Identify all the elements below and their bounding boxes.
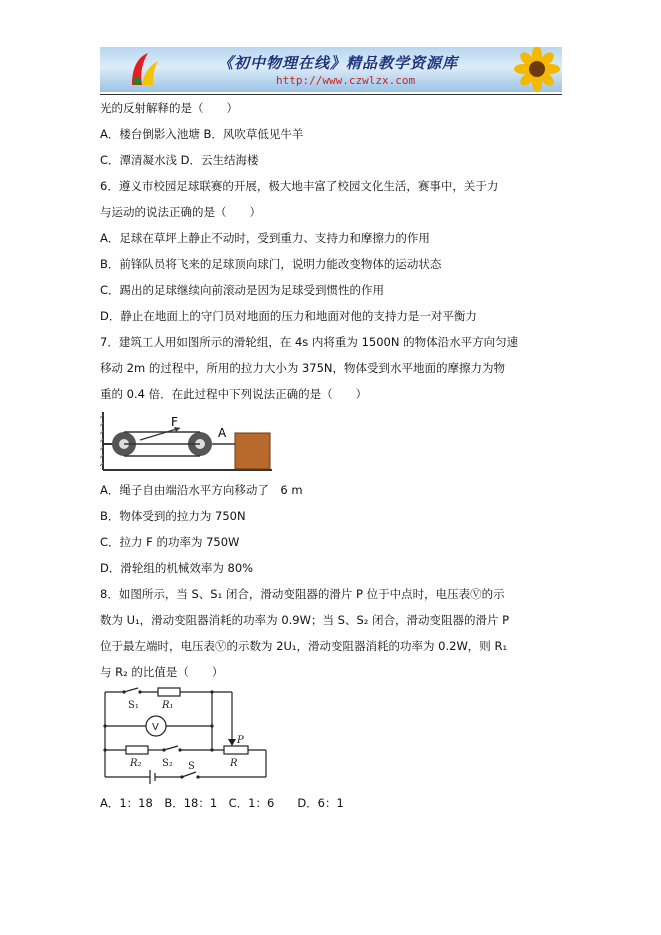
q6-stem-1: 6．遵义市校园足球联赛的开展，极大地丰富了校园文化生活，赛事中，关于力 xyxy=(100,179,499,193)
header-rule xyxy=(100,94,562,95)
voltmeter-label: V xyxy=(152,722,159,733)
q6-option-a: A．足球在草坪上静止不动时，受到重力、支持力和摩擦力的作用 xyxy=(100,231,430,245)
site-logo-icon xyxy=(128,51,160,89)
label-p: P xyxy=(237,735,244,746)
label-r1: R₁ xyxy=(162,700,174,711)
label-s2: S₂ xyxy=(162,758,173,769)
q8-options: A．1：18 B．18：1 C．1：6 D．6：1 xyxy=(100,796,344,810)
q6-option-d: D．静止在地面上的守门员对地面的压力和地面对他的支持力是一对平衡力 xyxy=(100,309,477,323)
circuit-figure xyxy=(100,684,270,784)
banner-url: http://www.czwlzx.com xyxy=(276,74,416,87)
q5-options-cd: C．潭清凝水浅 D．云生结海楼 xyxy=(100,153,259,167)
label-r: R xyxy=(230,758,238,769)
q7-stem-1: 7．建筑工人用如图所示的滑轮组，在 4s 内将重为 1500N 的物体沿水平方向匀速 xyxy=(100,335,519,349)
q7-option-c: C．拉力 F 的功率为 750W xyxy=(100,535,240,549)
q7-option-b: B．物体受到的拉力为 750N xyxy=(100,509,246,523)
pulley-figure xyxy=(100,410,275,474)
q5-stem-end: 光的反射解释的是（ ） xyxy=(100,101,238,115)
header-banner xyxy=(100,47,562,92)
label-r2: R₂ xyxy=(130,758,142,769)
block-a xyxy=(235,433,270,469)
slider-arrow-icon xyxy=(228,739,236,746)
block-label: A xyxy=(218,426,227,440)
banner-title: 《初中物理在线》精品教学资源库 xyxy=(218,54,459,72)
sunflower-icon xyxy=(512,47,562,92)
q8-stem-1: 8．如图所示，当 S、S₁ 闭合，滑动变阻器的滑片 P 位于中点时，电压表Ⓥ的示 xyxy=(100,587,505,601)
q6-option-b: B．前锋队员将飞来的足球顶向球门，说明力能改变物体的运动状态 xyxy=(100,257,442,271)
q7-option-a: A．绳子自由端沿水平方向移动了 6 m xyxy=(100,483,303,497)
q5-options-ab: A．楼台倒影入池塘 B．风吹草低见牛羊 xyxy=(100,127,304,141)
q8-stem-4: 与 R₂ 的比值是（ ） xyxy=(100,665,224,679)
q6-stem-2: 与运动的说法正确的是（ ） xyxy=(100,205,261,219)
q8-stem-2: 数为 U₁，滑动变阻器消耗的功率为 0.9W；当 S、S₂ 闭合，滑动变阻器的滑片 P xyxy=(100,613,510,627)
label-s: S xyxy=(188,761,195,772)
label-s1: S₁ xyxy=(128,700,139,711)
force-label: F xyxy=(171,415,178,429)
q8-stem-3: 位于最左端时，电压表Ⓥ的示数为 2U₁，滑动变阻器消耗的功率为 0.2W，则 R₁ xyxy=(100,639,508,653)
q6-option-c: C．踢出的足球继续向前滚动是因为足球受到惯性的作用 xyxy=(100,283,385,297)
q7-stem-2: 移动 2m 的过程中，所用的拉力大小为 375N，物体受到水平地面的摩擦力为物 xyxy=(100,361,506,375)
q7-stem-3: 重的 0.4 倍．在此过程中下列说法正确的是（ ） xyxy=(100,387,368,401)
q7-option-d: D．滑轮组的机械效率为 80% xyxy=(100,561,254,575)
